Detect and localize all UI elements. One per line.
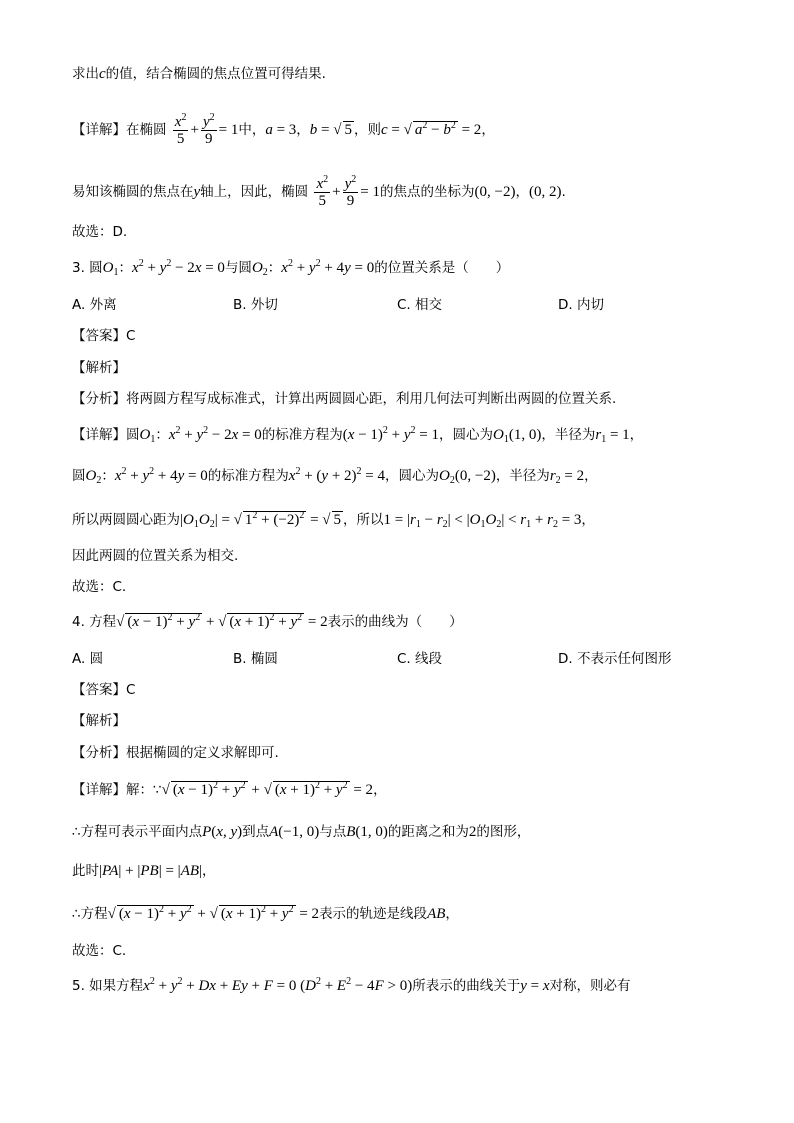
q3-option-a: A. 外离 bbox=[72, 297, 117, 313]
q4-option-b: B. 椭圆 bbox=[233, 651, 278, 667]
q3-answer: 【答案】C bbox=[72, 328, 136, 344]
q4-select: 故选：C. bbox=[72, 943, 127, 959]
q4-option-c: C. 线段 bbox=[397, 651, 443, 667]
q3-detail-1: 【详解】圆$O_1$：$x^2 + y^2 - 2x = 0$的标准方程为$(x - 1)^2 + y^2 = 1$，圆心为$O_1(1$, 0)，半径为$r_1 = 1$， bbox=[72, 425, 644, 445]
q3-analysis-label: 【解析】 bbox=[72, 360, 126, 376]
select-d: 故选：D. bbox=[72, 224, 128, 240]
q3-detail-3: 所以两圆圆心距为$|O_1O_2|$ = √ $1^2 + (-2)^2$ = √ 5 ，所以$1 = |r_1 - r_2| < |O_1O_2| < r_1 + r_2 = 3$， bbox=[72, 510, 595, 530]
q4-stem: 4. 方程√ $(x - 1)^2 + y^2$ + √ $(x + 1)^2 + y^2 = 2$表示的曲线为（ ） bbox=[72, 612, 463, 630]
q4-analysis-label: 【解析】 bbox=[72, 713, 126, 729]
q3-option-d: D. 内切 bbox=[558, 297, 604, 313]
q5-stem: 5. 如果方程$x^2 + y^2 + Dx + Ey + F = 0$ $(D^2 + E^2 - 4F > 0)$所表示的曲线关于y = x对称，则必有 bbox=[72, 976, 631, 994]
q3-detail-2: 圆$O_2$：$x^2 + y^2 + 4y = 0$的标准方程为$x^2 + (y + 2)^2 = 4$，圆心为$O_2(0$, −2)，半径为$r_2 = 2$， bbox=[72, 466, 598, 486]
q3-analysis: 【分析】将两圆方程写成标准式，计算出两圆圆心距，利用几何法可判断出两圆的位置关系. bbox=[72, 391, 617, 407]
q4-option-d: D. 不表示任何图形 bbox=[558, 651, 672, 667]
q3-option-c: C. 相交 bbox=[397, 297, 443, 313]
q4-answer: 【答案】C bbox=[72, 682, 136, 698]
q3-detail-4: 因此两圆的位置关系为相交. bbox=[72, 548, 239, 564]
q4-detail-2: ∴方程可表示平面内点P(x, y)到点A(−1, 0)与点B(1, 0)的距离之和为2的图形， bbox=[72, 824, 531, 840]
q3-stem: 3. 圆$O_1$：$x^2 + y^2 - 2x = 0$与圆$O_2$：$x^2 + y^2 + 4y = 0$的位置关系是（ ） bbox=[72, 258, 510, 278]
q4-analysis: 【分析】根据椭圆的定义求解即可. bbox=[72, 745, 279, 761]
q4-detail-3: 此时|PA| + |PB| = |AB|， bbox=[72, 863, 216, 879]
q3-select: 故选：C. bbox=[72, 579, 127, 595]
q4-detail-4: ∴方程√ $(x - 1)^2 + y^2$ + √ $(x + 1)^2 + y^2 = 2$表示的轨迹是线段AB， bbox=[72, 904, 459, 922]
q4-option-a: A. 圆 bbox=[72, 651, 104, 667]
detail-line-2: 易知该椭圆的焦点在y轴上，因此，椭圆 $\frac{x^2}{5}$ + $\frac{y^2}{9}$ = 1的焦点的坐标为(0, −2)，(0, 2). bbox=[72, 174, 566, 209]
detail-line-1: 【详解】在椭圆 $\frac{x^2}{5}$ + $\frac{y^2}{9}$ = 1中，a = 3，b = √ 5 ，则c = √ $a^2 - b^2 = 2$， bbox=[72, 112, 495, 147]
intro-line: 求出c的值，结合椭圆的焦点位置可得结果. bbox=[72, 66, 326, 82]
q3-option-b: B. 外切 bbox=[233, 297, 278, 313]
q4-detail-1: 【详解】解：∵√ $(x - 1)^2 + y^2$ + √ $(x + 1)^2 + y^2 = 2$， bbox=[72, 780, 387, 798]
detail-tag: 【详解】 bbox=[72, 121, 126, 138]
